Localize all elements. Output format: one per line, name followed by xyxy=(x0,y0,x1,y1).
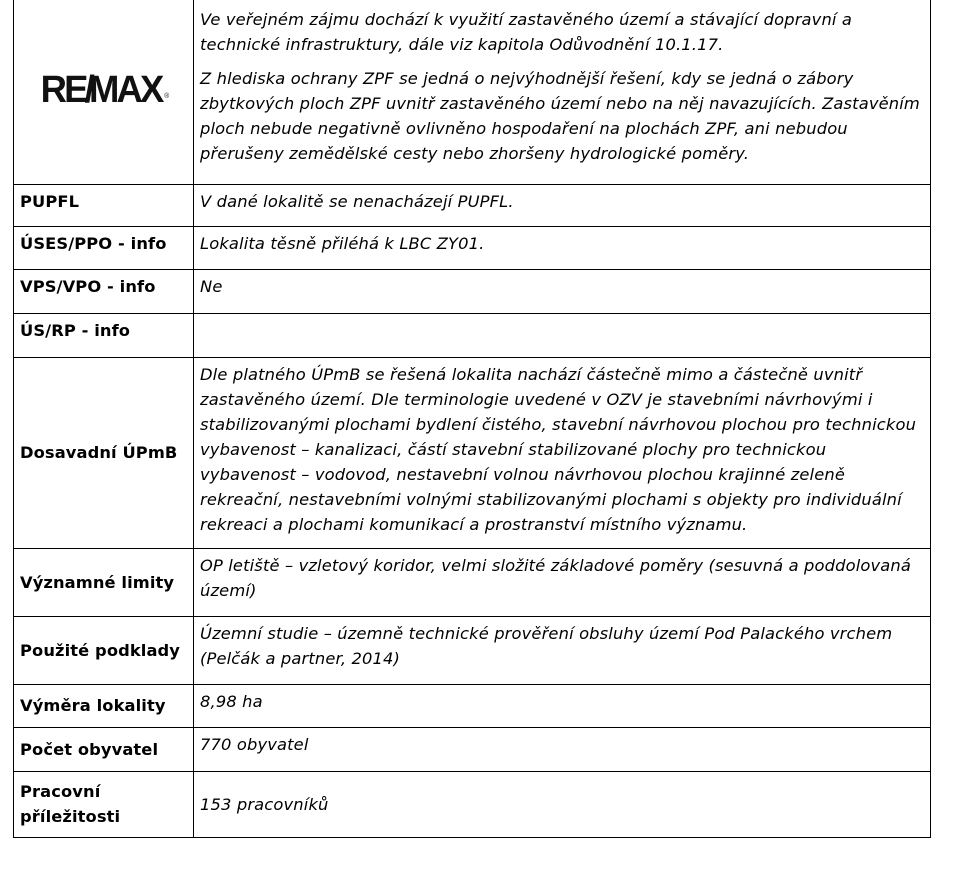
row-value: Ne xyxy=(194,269,931,313)
table-row xyxy=(14,771,931,837)
row-value: V dané lokalitě se nenacházejí PUPFL. xyxy=(194,184,931,226)
row-label: Pracovní příležitosti xyxy=(14,771,194,837)
row-value: Dle platného ÚPmB se řešená lokalita nachází částečně mimo a částečně uvnitř zastavěného území. Dle terminologie uvedené v OZV je stavebními návrhovými i stabilizovanými plochami bydlení čistého, stavební návrhovou plochou pro technickou vybavenost – kanalizaci, částí stavební stabilizované plochy pro technickou vybavenost – vodovod, nestavební volnou návrhovou plochou krajinné zeleně rekreační, nestavebními volnými stabilizovanými plochami s objekty pro individuální rekreaci a plochami komunikací a prostranství místního významu. xyxy=(194,357,931,548)
row-label: Významné limity xyxy=(14,548,194,616)
table-row xyxy=(14,269,931,313)
table-row xyxy=(14,313,931,357)
row-label: Použité podklady xyxy=(14,616,194,684)
locality-info-table xyxy=(13,0,931,838)
table-row xyxy=(14,226,931,269)
document-page xyxy=(13,0,930,838)
intro-paragraph-1: Ve veřejném zájmu dochází k využití zastavěného území a stávající dopravní a technické infrastruktury, dále viz kapitola Odůvodnění 10.1.17. xyxy=(200,10,853,54)
intro-cell xyxy=(194,0,931,184)
row-value: 8,98 ha xyxy=(194,684,931,727)
row-label: ÚS/RP - info xyxy=(14,313,194,357)
row-value: OP letiště – vzletový koridor, velmi složité základové poměry (sesuvná a poddolovaná území) xyxy=(194,548,931,616)
row-value: 153 pracovníků xyxy=(194,771,931,837)
row-label: ÚSES/PPO - info xyxy=(14,226,194,269)
remax-logo: RE/MAX ® xyxy=(40,69,170,112)
logo-cell xyxy=(14,0,194,184)
row-label: Počet obyvatel xyxy=(14,727,194,771)
table-row xyxy=(14,0,931,184)
row-value: Územní studie – územně technické prověření obsluhy území Pod Palackého vrchem (Pelčák a partner, 2014) xyxy=(194,616,931,684)
table-row xyxy=(14,684,931,727)
row-label: PUPFL xyxy=(14,184,194,226)
row-label: VPS/VPO - info xyxy=(14,269,194,313)
table-row xyxy=(14,616,931,684)
table-row xyxy=(14,727,931,771)
row-value: Lokalita těsně přiléhá k LBC ZY01. xyxy=(194,226,931,269)
row-label: Dosavadní ÚPmB xyxy=(14,357,194,548)
table-row xyxy=(14,548,931,616)
row-label: Výměra lokality xyxy=(14,684,194,727)
row-value xyxy=(194,313,931,357)
table-row xyxy=(14,184,931,226)
intro-paragraph-2: Z hlediska ochrany ZPF se jedná o nejvýhodnější řešení, kdy se jedná o zábory zbytkových ploch ZPF uvnitř zastavěného území nebo na něj navazujících. Zastavěním ploch nebude negativně ovlivněno hospodaření na plochách ZPF, ani nebudou přerušeny zemědělské cesty nebo zhoršeny hydrologické poměry. xyxy=(200,69,920,163)
row-value: 770 obyvatel xyxy=(194,727,931,771)
table-row xyxy=(14,357,931,548)
